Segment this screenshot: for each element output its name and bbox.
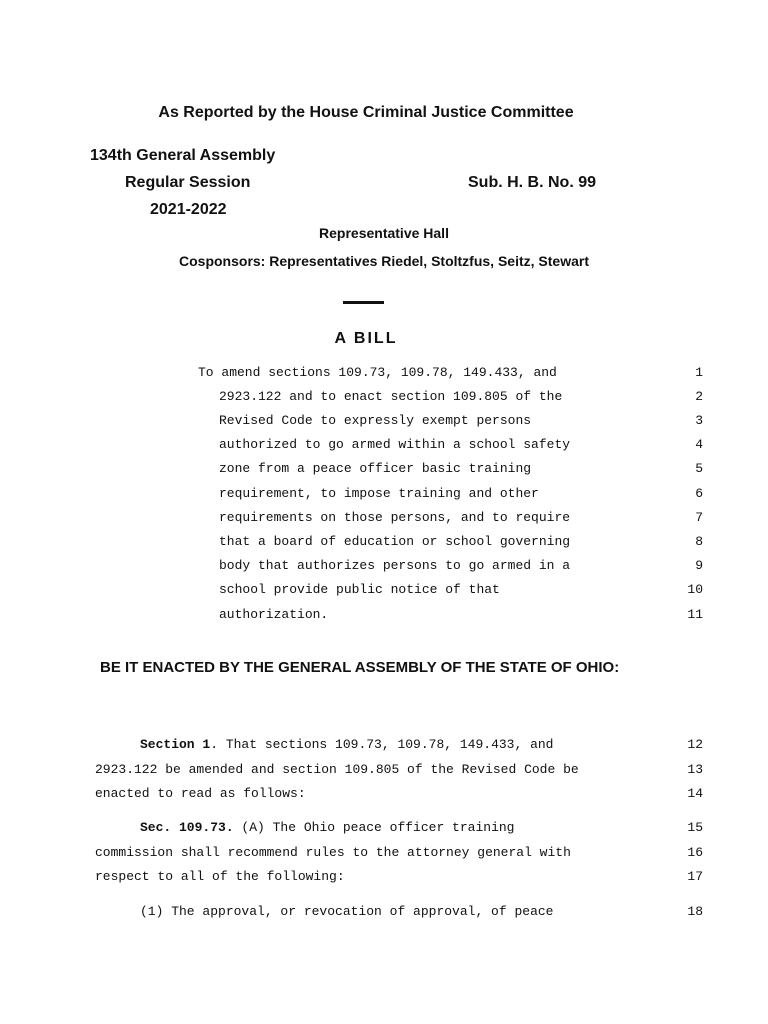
- session-years: 2021-2022: [150, 201, 227, 218]
- section-109-73-lead: Sec. 109.73.: [140, 820, 234, 835]
- section-1-line: enacted to read as follows:: [95, 786, 306, 801]
- line-number: 10: [687, 582, 703, 597]
- line-number: 14: [687, 786, 703, 801]
- title-line: Revised Code to expressly exempt persons: [219, 413, 532, 428]
- session-type: Regular Session: [125, 174, 251, 191]
- title-line: requirement, to impose training and other: [219, 486, 539, 501]
- line-number: 17: [687, 869, 703, 884]
- line-number: 12: [687, 737, 703, 752]
- line-number: 13: [687, 762, 703, 777]
- section-109-73-text: (A) The Ohio peace officer training: [233, 820, 515, 835]
- line-number: 1: [695, 365, 703, 380]
- title-line: body that authorizes persons to go armed in a: [219, 558, 571, 573]
- title-line: authorized to go armed within a school safety: [219, 437, 571, 452]
- line-number: 2: [695, 389, 703, 404]
- line-number: 7: [695, 510, 703, 525]
- title-line: 2923.122 and to enact section 109.805 of the: [219, 389, 563, 404]
- line-number: 15: [687, 820, 703, 835]
- line-number: 9: [695, 558, 703, 573]
- line-number: 6: [695, 486, 703, 501]
- title-line: requirements on those persons, and to require: [219, 510, 571, 525]
- item-1-line: (1) The approval, or revocation of approval, of peace: [140, 904, 554, 919]
- line-number: 18: [687, 904, 703, 919]
- cosponsors: Cosponsors: Representatives Riedel, Stoltzfus, Seitz, Stewart: [179, 253, 589, 269]
- general-assembly: 134th General Assembly: [90, 147, 276, 164]
- bill-number: Sub. H. B. No. 99: [468, 174, 597, 191]
- section-1-text: . That sections 109.73, 109.78, 149.433, and: [210, 737, 554, 752]
- title-divider: [343, 301, 384, 304]
- section-1-line: [140, 737, 553, 752]
- section-1-line: 2923.122 be amended and section 109.805 of the Revised Code be: [95, 762, 579, 777]
- title-line: To amend sections 109.73, 109.78, 149.433, and: [198, 365, 557, 380]
- section-109-73-line: commission shall recommend rules to the attorney general with: [95, 845, 571, 860]
- title-line: authorization.: [219, 607, 329, 622]
- title-line: zone from a peace officer basic training: [219, 461, 532, 476]
- title-line: that a board of education or school governing: [219, 534, 571, 549]
- section-109-73-line: respect to all of the following:: [95, 869, 345, 884]
- sponsor: Representative Hall: [319, 225, 449, 241]
- line-number: 8: [695, 534, 703, 549]
- bill-heading: A BILL: [334, 330, 398, 347]
- line-number: 3: [695, 413, 703, 428]
- section-1-lead: Section 1: [140, 737, 211, 752]
- line-number: 11: [687, 607, 703, 622]
- section-109-73-line: [140, 820, 514, 835]
- line-number: 5: [695, 461, 703, 476]
- line-number: 16: [687, 845, 703, 860]
- enacting-clause: BE IT ENACTED BY THE GENERAL ASSEMBLY OF THE STATE OF OHIO:: [100, 659, 620, 676]
- reported-by-line: As Reported by the House Criminal Justice Committee: [158, 104, 574, 121]
- title-line: school provide public notice of that: [219, 582, 500, 597]
- line-number: 4: [695, 437, 703, 452]
